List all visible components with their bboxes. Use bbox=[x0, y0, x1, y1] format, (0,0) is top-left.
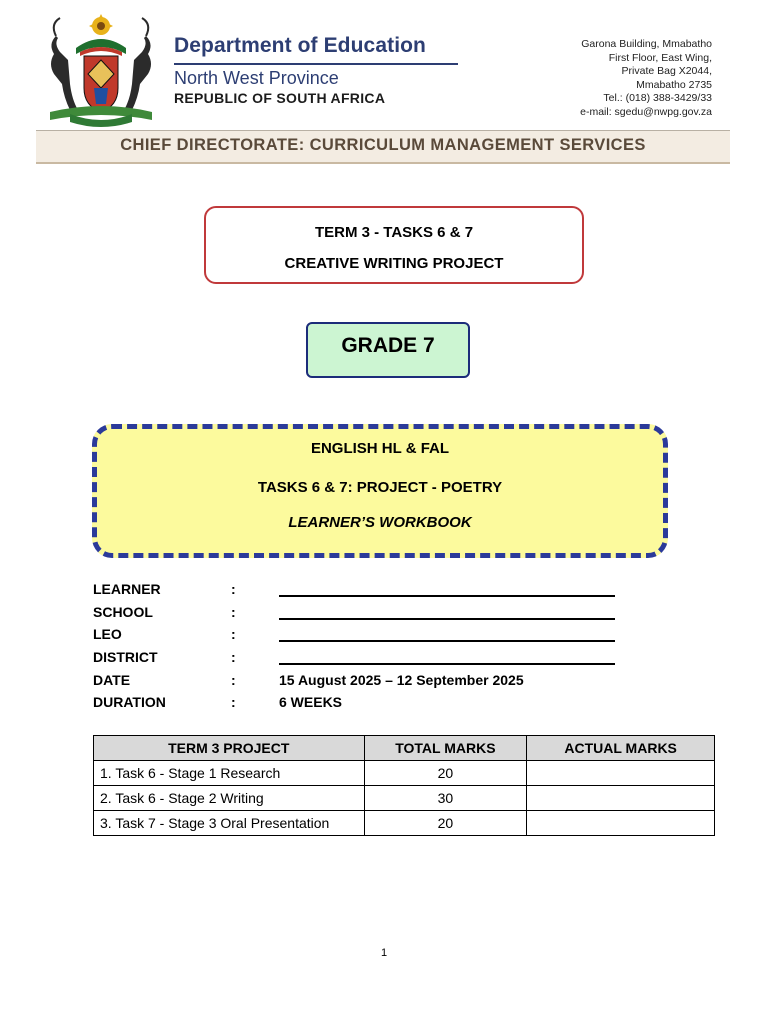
republic-name: REPUBLIC OF SOUTH AFRICA bbox=[174, 90, 386, 106]
learner-row bbox=[93, 581, 653, 601]
total-marks-cell: 30 bbox=[364, 786, 527, 811]
task-cell: 1. Task 6 - Stage 1 Research bbox=[94, 761, 365, 786]
province-name: North West Province bbox=[174, 68, 339, 88]
total-marks-cell: 20 bbox=[364, 811, 527, 836]
learner-blank-line[interactable] bbox=[279, 595, 615, 597]
phone-line: Tel.: (018) 388-3429/33 bbox=[603, 92, 712, 104]
field-label: LEARNER bbox=[93, 581, 161, 597]
table-row bbox=[94, 761, 715, 786]
divider bbox=[36, 162, 730, 164]
column-header: TERM 3 PROJECT bbox=[94, 736, 365, 761]
email-line: e-mail: sgedu@nwpg.gov.za bbox=[580, 105, 712, 118]
subject-title: ENGLISH HL & FAL bbox=[310, 440, 450, 457]
coat-of-arms-icon bbox=[40, 14, 162, 130]
field-label: SCHOOL bbox=[93, 604, 153, 620]
field-colon: : bbox=[231, 581, 236, 597]
duration-value: 6 WEEKS bbox=[279, 694, 343, 710]
field-colon: : bbox=[231, 672, 236, 688]
address-line: Private Bag X2044, bbox=[621, 65, 712, 77]
divider bbox=[36, 130, 730, 131]
page-number: 1 bbox=[380, 947, 388, 959]
letterhead bbox=[36, 12, 730, 130]
title-underline bbox=[174, 63, 458, 65]
field-label: DISTRICT bbox=[93, 649, 158, 665]
workbook-title: LEARNER’S WORKBOOK bbox=[288, 514, 472, 531]
field-label: DATE bbox=[93, 672, 131, 688]
table-header-row bbox=[94, 736, 715, 761]
subject-box bbox=[92, 424, 668, 558]
task-cell: 3. Task 7 - Stage 3 Oral Presentation bbox=[94, 811, 365, 836]
actual-marks-cell[interactable] bbox=[527, 811, 715, 836]
school-blank-line[interactable] bbox=[279, 618, 615, 620]
term-title: TERM 3 - TASKS 6 & 7 bbox=[314, 224, 474, 241]
field-colon: : bbox=[231, 694, 236, 710]
table-row bbox=[94, 811, 715, 836]
school-row bbox=[93, 604, 653, 624]
address-block bbox=[580, 38, 712, 119]
field-label: DURATION bbox=[93, 694, 166, 710]
date-value: 15 August 2025 – 12 September 2025 bbox=[279, 672, 524, 688]
directorate-banner bbox=[36, 130, 730, 164]
district-blank-line[interactable] bbox=[279, 663, 615, 665]
field-label: LEO bbox=[93, 626, 122, 642]
total-marks-cell: 20 bbox=[364, 761, 527, 786]
date-row bbox=[93, 672, 653, 692]
address-line: Mmabatho 2735 bbox=[636, 78, 712, 91]
grade-box bbox=[306, 322, 470, 378]
column-header: ACTUAL MARKS bbox=[527, 736, 715, 761]
actual-marks-cell[interactable] bbox=[527, 761, 715, 786]
column-header: TOTAL MARKS bbox=[364, 736, 527, 761]
grade-label: GRADE 7 bbox=[341, 334, 435, 357]
project-title: CREATIVE WRITING PROJECT bbox=[284, 255, 504, 272]
table-row bbox=[94, 786, 715, 811]
tasks-title: TASKS 6 & 7: PROJECT - POETRY bbox=[257, 479, 503, 496]
leo-blank-line[interactable] bbox=[279, 640, 615, 642]
address-line: First Floor, East Wing, bbox=[608, 51, 712, 64]
term-box bbox=[204, 206, 584, 284]
department-name: Department of Education bbox=[174, 34, 426, 57]
address-line: Garona Building, Mmabatho bbox=[581, 38, 712, 50]
task-cell: 2. Task 6 - Stage 2 Writing bbox=[94, 786, 365, 811]
field-colon: : bbox=[231, 649, 236, 665]
district-row bbox=[93, 649, 653, 669]
leo-row bbox=[93, 626, 653, 646]
directorate-title: CHIEF DIRECTORATE: CURRICULUM MANAGEMENT SERVICES bbox=[120, 136, 646, 154]
marks-table bbox=[93, 735, 715, 836]
duration-row bbox=[93, 694, 653, 714]
field-colon: : bbox=[231, 604, 236, 620]
field-colon: : bbox=[231, 626, 236, 642]
actual-marks-cell[interactable] bbox=[527, 786, 715, 811]
